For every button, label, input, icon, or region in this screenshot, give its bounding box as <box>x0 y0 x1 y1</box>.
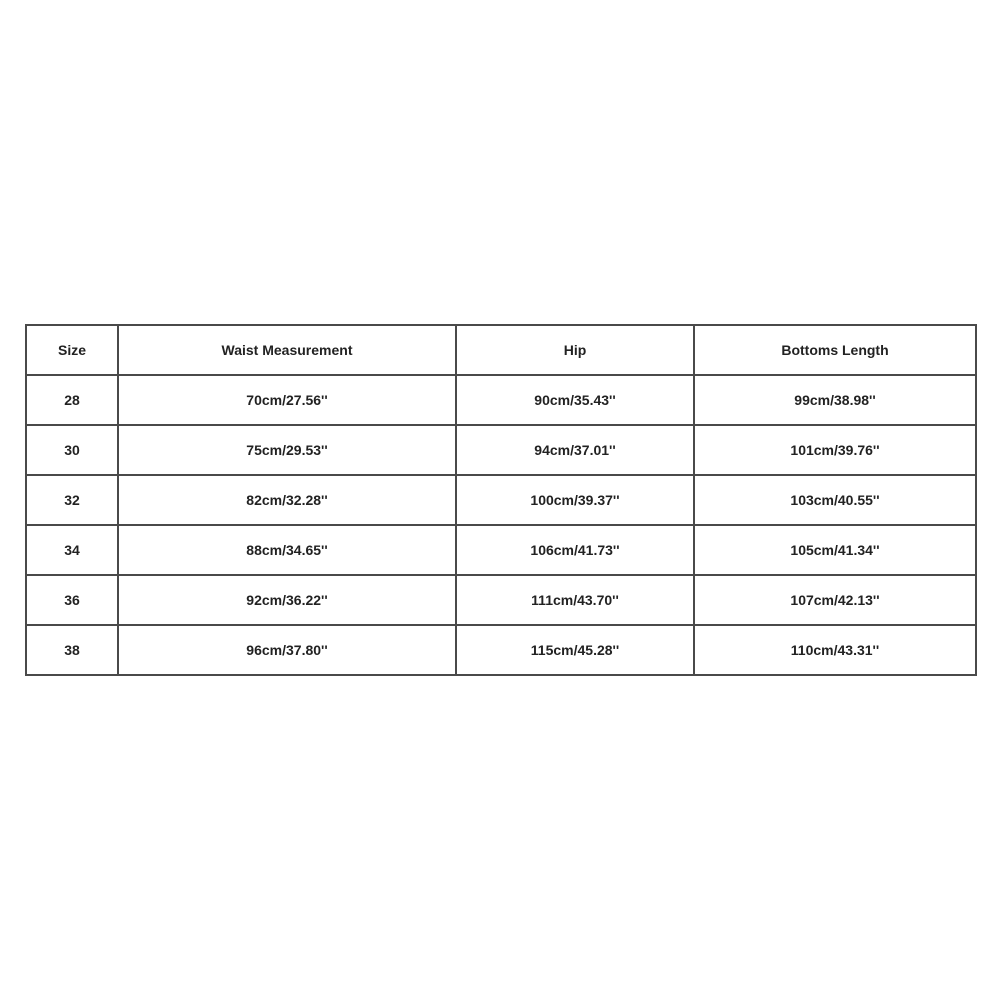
table-row <box>26 525 976 575</box>
cell-waist: 82cm/32.28'' <box>118 475 456 525</box>
table-row <box>26 475 976 525</box>
table-header-row <box>26 325 976 375</box>
cell-waist: 92cm/36.22'' <box>118 575 456 625</box>
cell-bottoms-length: 110cm/43.31'' <box>694 625 976 675</box>
cell-hip: 115cm/45.28'' <box>456 625 694 675</box>
table-row <box>26 375 976 425</box>
cell-waist: 70cm/27.56'' <box>118 375 456 425</box>
cell-bottoms-length: 101cm/39.76'' <box>694 425 976 475</box>
cell-size: 38 <box>26 625 118 675</box>
cell-hip: 100cm/39.37'' <box>456 475 694 525</box>
table-row <box>26 425 976 475</box>
cell-waist: 96cm/37.80'' <box>118 625 456 675</box>
cell-size: 30 <box>26 425 118 475</box>
cell-hip: 94cm/37.01'' <box>456 425 694 475</box>
cell-bottoms-length: 99cm/38.98'' <box>694 375 976 425</box>
cell-size: 28 <box>26 375 118 425</box>
header-hip: Hip <box>456 325 694 375</box>
cell-bottoms-length: 107cm/42.13'' <box>694 575 976 625</box>
cell-size: 36 <box>26 575 118 625</box>
header-size: Size <box>26 325 118 375</box>
cell-waist: 88cm/34.65'' <box>118 525 456 575</box>
cell-hip: 111cm/43.70'' <box>456 575 694 625</box>
size-chart-table <box>25 324 977 676</box>
header-waist-measurement: Waist Measurement <box>118 325 456 375</box>
cell-size: 32 <box>26 475 118 525</box>
cell-size: 34 <box>26 525 118 575</box>
cell-bottoms-length: 105cm/41.34'' <box>694 525 976 575</box>
cell-hip: 90cm/35.43'' <box>456 375 694 425</box>
cell-bottoms-length: 103cm/40.55'' <box>694 475 976 525</box>
table-row <box>26 625 976 675</box>
cell-waist: 75cm/29.53'' <box>118 425 456 475</box>
cell-hip: 106cm/41.73'' <box>456 525 694 575</box>
header-bottoms-length: Bottoms Length <box>694 325 976 375</box>
table-row <box>26 575 976 625</box>
